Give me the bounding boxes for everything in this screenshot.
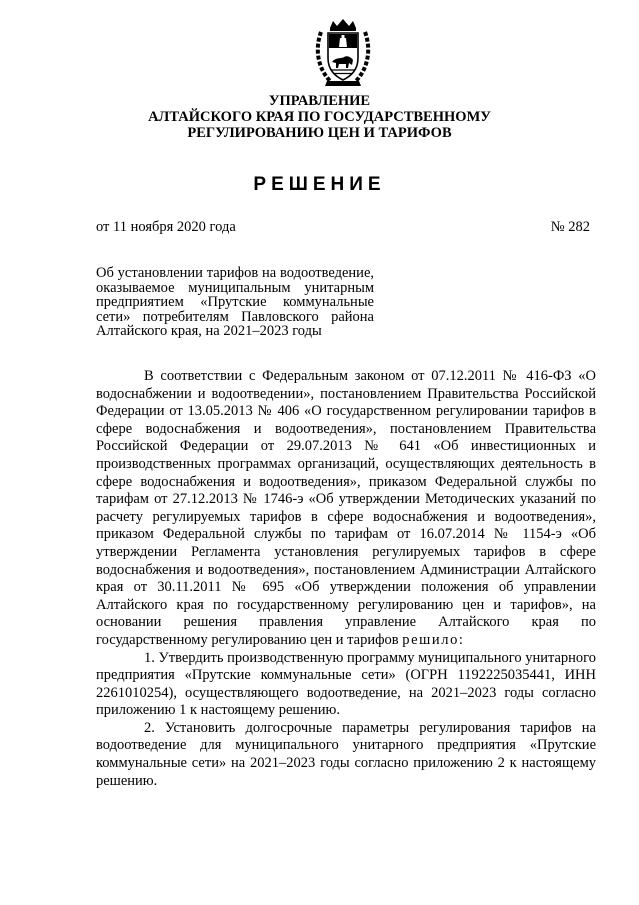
document-date: от 11 ноября 2020 года [96,219,236,235]
document-subject: Об установлении тарифов на водоотведение, оказываемое муниципальным унитарным предприятием «Прутские коммунальные сети» потребителям Павловского района Алтайского края, на 2021–2023 годы [96,265,374,339]
resolution-item: 2. Установить долгосрочные параметры регулирования тарифов на водоотведение для муниципального унитарного предприятия «Прутские коммунальные сети» на 2021–2023 годы согласно приложению 2 к настоящему решению. [96,719,596,789]
agency-line: УПРАВЛЕНИЕ [268,93,371,109]
document-type-title: РЕШЕНИЕ [253,174,386,195]
preamble-paragraph [96,368,596,650]
document-body [96,368,596,790]
document-number: № 282 [550,219,590,235]
preamble-text: В соответствии с Федеральным законом от 07.12.2011 № 416-ФЗ «О водоснабжении и водоотведении», постановлением Правительства Российской Федерации от 13.05.2013 № 406 «О государственном регулировании тарифов в сфере водоснабжения и водоотведения», постановлением Правительства Российской Федерации от 29.07.2013 № 641 «Об инвестиционных и производственных программах организаций, осуществляющих деятельность в сфере водоснабжения и водоотведения», приказом Федеральной службы по тарифам от 27.12.2013 № 1746-э «Об утверждении Методических указаний по расчету регулируемых тарифов в сфере водоснабжения и водоотведения», приказом Федеральной службы по тарифам от 16.07.2014 № 1154-э «Об утверждении Регламента установления регулируемых тарифов в сфере водоснабжения и водоотведения», постановлением Администрации Алтайского края от 30.11.2011 № 695 «Об утверждении положения об управлении Алтайского края по государственному регулированию цен и тарифов», на основании решения правления управление Алтайского края по государственному регулированию цен и тарифов [96,368,596,648]
agency-line: АЛТАЙСКОГО КРАЯ ПО ГОСУДАРСТВЕННОМУ [148,109,491,125]
resolution-item: 1. Утвердить производственную программу муниципального унитарного предприятия «Прутские коммунальные сети» (ОГРН 1192225035441, ИНН 2261010254), осуществляющего водоотведение, на 2021–2023 годы согласно приложению 1 к настоящему решению. [96,649,597,719]
agency-name [0,93,639,141]
agency-line: РЕГУЛИРОВАНИЮ ЦЕН И ТАРИФОВ [187,125,452,141]
decided-word: решило: [402,631,465,648]
coat-of-arms-icon [313,18,373,90]
